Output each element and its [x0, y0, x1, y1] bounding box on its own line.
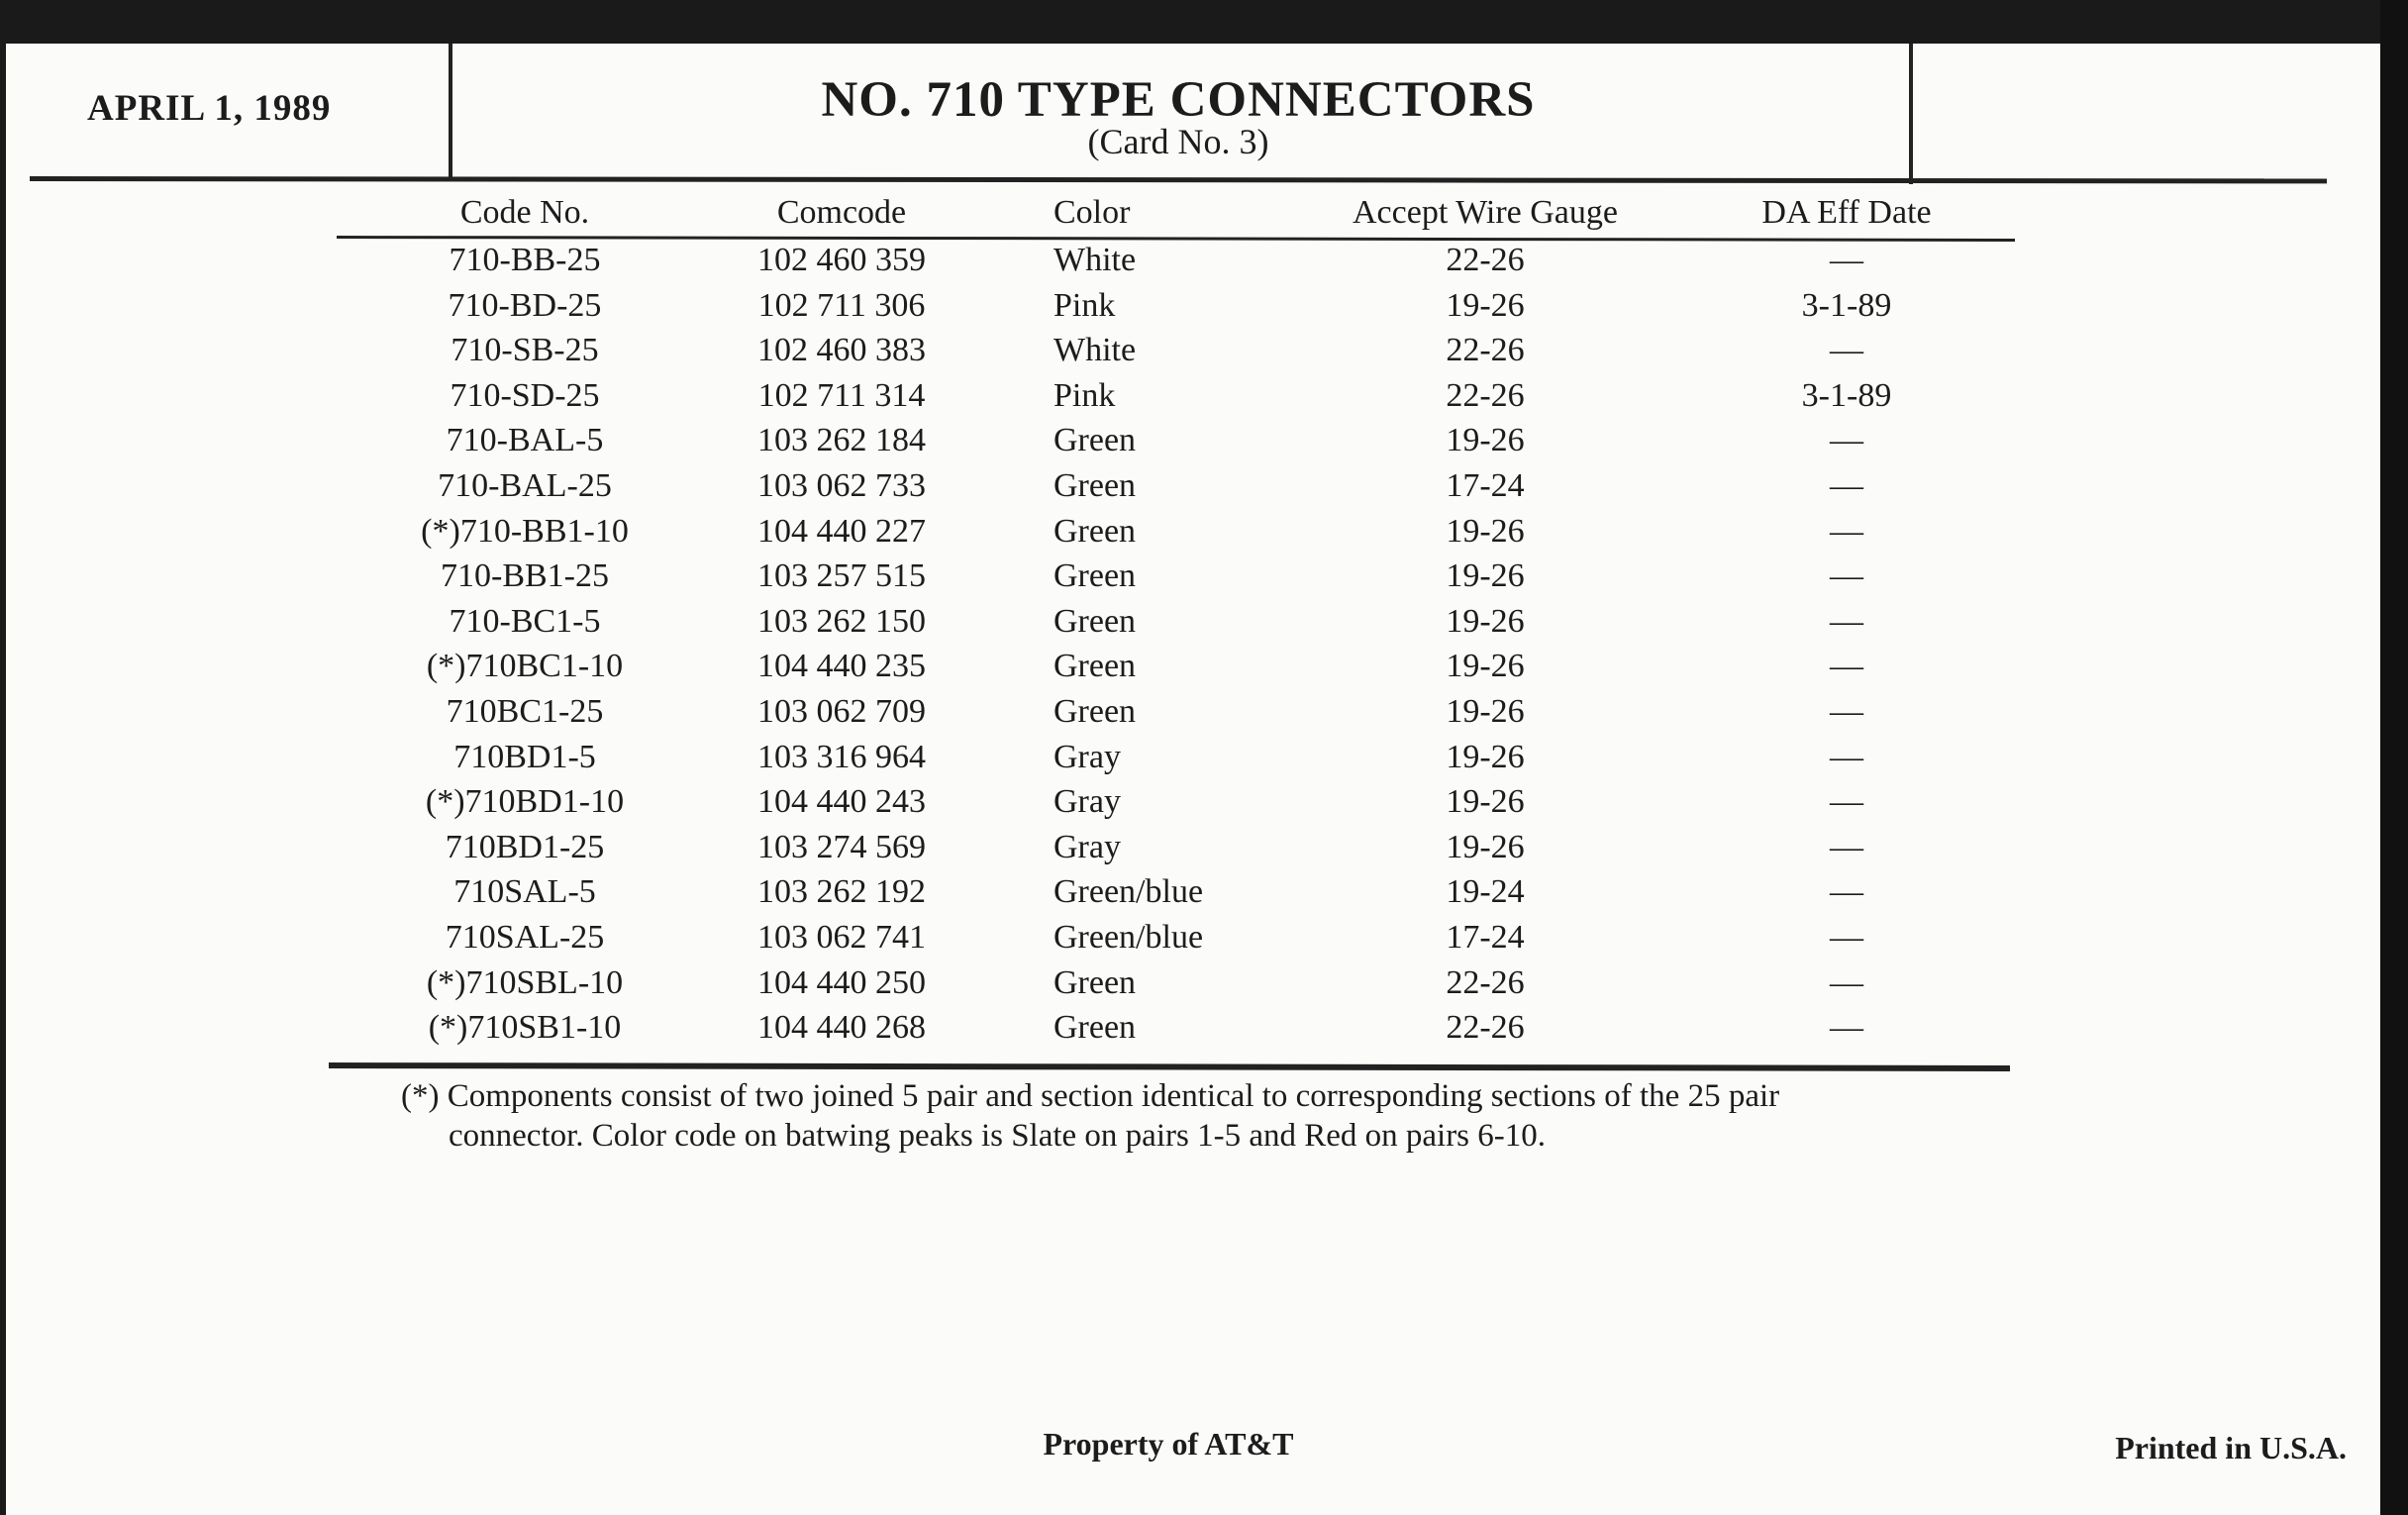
table-row [0, 332, 2408, 376]
gauge-cell: 22-26 [1446, 242, 1525, 278]
gauge-cell: 22-26 [1446, 1009, 1525, 1047]
comcode-cell: 102 460 359 [757, 242, 926, 278]
footnote-line-1: (*) Components consist of two joined 5 pair and section identical to corresponding sections of the 25 pair [401, 1078, 1780, 1114]
color-cell: Green [1054, 422, 1137, 459]
table-row [0, 603, 2408, 648]
table-row [0, 829, 2408, 873]
comcode-cell: 102 460 383 [757, 332, 926, 369]
gauge-cell: 19-26 [1446, 828, 1525, 865]
code-cell: 710-BAL-25 [438, 467, 612, 504]
da-date-cell: — [1830, 602, 1863, 640]
gauge-cell: 17-24 [1446, 467, 1525, 504]
da-date-cell: — [1830, 738, 1863, 775]
color-cell: Gray [1054, 783, 1121, 821]
code-cell: 710-BD-25 [448, 286, 602, 324]
comcode-cell: 103 262 184 [757, 422, 926, 459]
column-header-gauge: Accept Wire Gauge [1353, 194, 1618, 231]
da-date-cell: — [1830, 332, 1863, 369]
color-cell: Green [1054, 1009, 1137, 1047]
table-row [0, 648, 2408, 692]
da-date-cell: — [1830, 1009, 1863, 1047]
gauge-cell: 19-26 [1446, 693, 1525, 730]
table-row [0, 242, 2408, 286]
comcode-cell: 103 316 964 [757, 738, 926, 775]
gauge-cell: 19-26 [1446, 422, 1525, 459]
code-cell: 710-SB-25 [451, 332, 599, 369]
gauge-cell: 17-24 [1446, 919, 1525, 956]
code-cell: 710-BB-25 [449, 242, 601, 278]
footnote-line-2: connector. Color code on batwing peaks is Slate on pairs 1-5 and Red on pairs 6-10. [449, 1118, 1547, 1154]
column-header-da-date: DA Eff Date [1761, 194, 1932, 231]
color-cell: Green [1054, 963, 1137, 1001]
table-row [0, 422, 2408, 466]
header-divider-left [449, 44, 452, 178]
table-row [0, 557, 2408, 602]
comcode-cell: 103 262 150 [757, 602, 926, 640]
da-date-cell: — [1830, 919, 1863, 956]
column-header-comcode: Comcode [776, 194, 907, 231]
color-cell: Green [1054, 557, 1137, 595]
da-date-cell: — [1830, 693, 1863, 730]
comcode-cell: 103 257 515 [757, 557, 926, 595]
color-cell: Green [1054, 693, 1137, 730]
da-date-cell: — [1830, 557, 1863, 595]
card-title: NO. 710 TYPE CONNECTORS [821, 72, 1536, 128]
color-cell: Green/blue [1054, 919, 1204, 956]
column-header-color: Color [1054, 194, 1131, 231]
gauge-cell: 19-24 [1446, 873, 1525, 911]
gauge-cell: 19-26 [1446, 738, 1525, 775]
da-date-cell: — [1830, 828, 1863, 865]
da-date-cell: — [1830, 963, 1863, 1001]
printed-notice: Printed in U.S.A. [2115, 1430, 2347, 1465]
color-cell: Pink [1054, 286, 1116, 324]
code-cell: 710-BAL-5 [446, 422, 604, 459]
da-date-cell: 3-1-89 [1801, 376, 1892, 414]
table-row [0, 783, 2408, 828]
color-cell: White [1054, 242, 1137, 278]
comcode-cell: 104 440 250 [757, 963, 926, 1001]
da-date-cell: — [1830, 512, 1863, 550]
card-subtitle: (Card No. 3) [1087, 122, 1269, 161]
da-date-cell: — [1830, 422, 1863, 459]
code-cell: 710BD1-5 [453, 738, 596, 775]
table-row [0, 287, 2408, 332]
gauge-cell: 19-26 [1446, 602, 1525, 640]
color-cell: Green/blue [1054, 873, 1204, 911]
code-cell: (*)710BC1-10 [426, 648, 624, 685]
footnote [401, 1076, 2025, 1156]
gauge-cell: 22-26 [1446, 963, 1525, 1001]
table-row [0, 873, 2408, 918]
comcode-cell: 104 440 227 [757, 512, 926, 550]
gauge-cell: 19-26 [1446, 648, 1525, 685]
gauge-cell: 19-26 [1446, 783, 1525, 821]
code-cell: (*)710SB1-10 [428, 1009, 622, 1047]
comcode-cell: 104 440 268 [757, 1009, 926, 1047]
comcode-cell: 103 062 741 [757, 919, 926, 956]
da-date-cell: — [1830, 648, 1863, 685]
comcode-cell: 103 062 709 [757, 693, 926, 730]
color-cell: Green [1054, 512, 1137, 550]
color-cell: Green [1054, 602, 1137, 640]
table-row [0, 739, 2408, 783]
table-row [0, 964, 2408, 1009]
comcode-cell: 104 440 243 [757, 783, 926, 821]
header-divider-right [1909, 44, 1913, 184]
code-cell: 710BD1-25 [445, 828, 605, 865]
issue-date: APRIL 1, 1989 [87, 88, 332, 129]
code-cell: 710-SD-25 [450, 376, 600, 414]
table-row [0, 919, 2408, 963]
color-cell: Green [1054, 467, 1137, 504]
da-date-cell: — [1830, 873, 1863, 911]
gauge-cell: 19-26 [1446, 286, 1525, 324]
comcode-cell: 104 440 235 [757, 648, 926, 685]
da-date-cell: — [1830, 242, 1863, 278]
table-row [0, 1009, 2408, 1054]
code-cell: 710-BC1-5 [449, 602, 601, 640]
color-cell: Gray [1054, 828, 1121, 865]
column-header-code: Code No. [459, 194, 590, 231]
color-cell: White [1054, 332, 1137, 369]
code-cell: (*)710BD1-10 [425, 783, 625, 821]
property-notice: Property of AT&T [1043, 1426, 1294, 1462]
gauge-cell: 22-26 [1446, 332, 1525, 369]
color-cell: Pink [1054, 376, 1116, 414]
color-cell: Gray [1054, 738, 1121, 775]
table-row [0, 513, 2408, 557]
da-date-cell: 3-1-89 [1801, 286, 1892, 324]
table-row [0, 693, 2408, 738]
table-row [0, 467, 2408, 512]
da-date-cell: — [1830, 783, 1863, 821]
comcode-cell: 102 711 314 [757, 376, 926, 414]
gauge-cell: 19-26 [1446, 512, 1525, 550]
da-date-cell: — [1830, 467, 1863, 504]
code-cell: (*)710-BB1-10 [421, 512, 629, 550]
comcode-cell: 103 062 733 [757, 467, 926, 504]
comcode-cell: 103 274 569 [757, 828, 926, 865]
gauge-cell: 22-26 [1446, 376, 1525, 414]
comcode-cell: 102 711 306 [757, 286, 926, 324]
color-cell: Green [1054, 648, 1137, 685]
code-cell: 710SAL-25 [445, 919, 605, 956]
code-cell: (*)710SBL-10 [426, 963, 624, 1001]
comcode-cell: 103 262 192 [757, 873, 926, 911]
code-cell: 710BC1-25 [446, 693, 604, 730]
code-cell: 710-BB1-25 [441, 557, 609, 595]
gauge-cell: 19-26 [1446, 557, 1525, 595]
table-row [0, 377, 2408, 422]
code-cell: 710SAL-5 [453, 873, 596, 911]
